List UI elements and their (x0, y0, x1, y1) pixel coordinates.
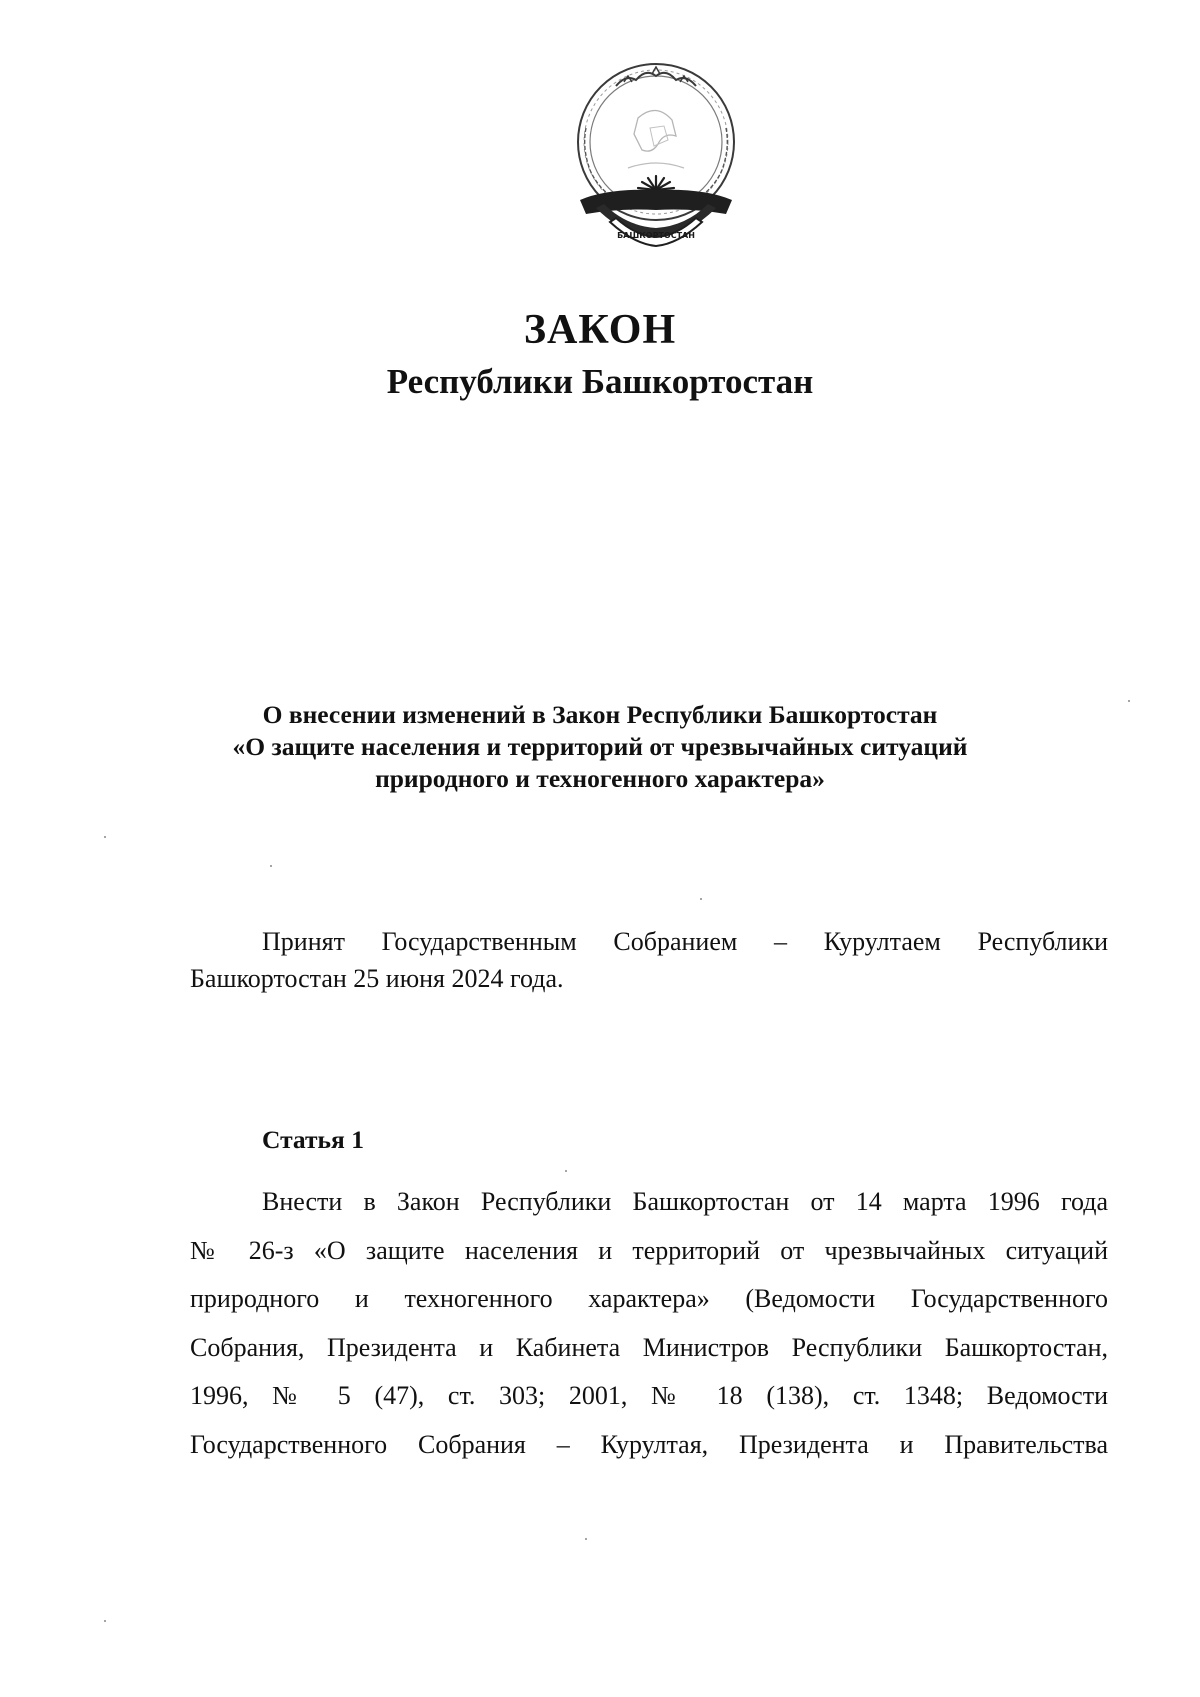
document-title: ЗАКОН (523, 307, 677, 353)
article-body-line: № 26-з «О защите населения и территорий от чрезвычайных ситуаций (190, 1235, 1108, 1265)
article-body-line: Внести в Закон Республики Башкортостан от 14 марта 1996 года (262, 1187, 1108, 1216)
article-heading: Статья 1 (262, 1125, 364, 1154)
law-name-line: О внесении изменений в Закон Республики Башкортостан (262, 700, 938, 729)
article-body-line: Собрания, Президента и Кабинета Министров Республики Башкортостан, (190, 1332, 1108, 1362)
adoption-line: Башкортостан 25 июня 2024 года. (190, 964, 564, 993)
law-name-line: «О защите населения и территорий от чрезвычайных ситуаций (232, 732, 968, 761)
article-body (190, 1178, 1108, 1469)
article-body-line: природного и техногенного характера» (Ведомости Государственного (190, 1284, 1108, 1313)
emblem-ribbon-text: БАШКОРТОСТАН (617, 231, 695, 240)
article-body-line: 1996, № 5 (47), ст. 303; 2001, № 18 (138), ст. 1348; Ведомости (190, 1381, 1108, 1410)
coat-of-arms-emblem (568, 58, 744, 254)
law-name (200, 699, 1000, 795)
article-body-line: Государственного Собрания – Курултая, Президента и Правительства (190, 1429, 1108, 1459)
document-subtitle: Республики Башкортостан (386, 362, 814, 401)
adoption-statement (190, 923, 1108, 997)
adoption-line: Принят Государственным Собранием – Курултаем Республики (262, 927, 1108, 956)
law-name-line: природного и техногенного характера» (375, 764, 825, 793)
